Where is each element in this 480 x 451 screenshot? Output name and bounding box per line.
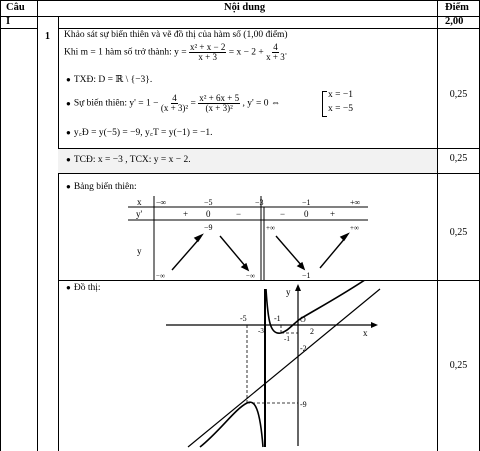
step2-bottom-line: [58, 173, 480, 174]
deriv-frac1-num: 4: [172, 93, 177, 103]
table-border-left: [0, 0, 1, 451]
function-frac-den: x + 3: [198, 52, 217, 62]
function-mid: = x − 2 +: [228, 47, 264, 58]
variation-label: Sự biến thiên: y' = 1 −: [73, 98, 159, 109]
header-score: Điểm: [445, 2, 469, 13]
domain-text: TXĐ: D = ℝ \ {−3}.: [73, 75, 153, 85]
col-divider-2: [58, 16, 59, 451]
graph-curve-left: [200, 402, 263, 447]
header-bottom-line: [0, 16, 480, 17]
graph-xtick-1: -3: [258, 327, 264, 335]
vt-yprime-label: y': [136, 209, 143, 219]
vt-x-label: x: [137, 197, 142, 207]
step3-score: 0,25: [449, 227, 468, 238]
function-fraction-2: [266, 42, 288, 62]
asymptote-text: TCĐ: x = −3 , TCX: y = x − 2.: [73, 155, 191, 165]
deriv-equals: =: [190, 98, 196, 109]
graph-xtick-3: 2: [310, 327, 314, 336]
step2-score: 0,25: [449, 153, 468, 164]
graph-title: ● Đồ thị:: [66, 283, 101, 293]
graph-ytick-1: -2: [300, 344, 307, 353]
vt-y-pos-inf: +∞: [350, 224, 359, 232]
vt-sign-3: −: [280, 209, 286, 219]
part-title: Khảo sát sự biến thiên và vẽ đồ thị của hàm số (1,00 điểm): [64, 30, 288, 40]
graph-y-arrow: [295, 284, 301, 291]
col-divider-1: [37, 0, 38, 451]
solution-2: x = −5: [328, 104, 353, 114]
function-frac-num: x² + x − 2: [189, 42, 226, 52]
variation-table-title: ● Bảng biến thiên:: [66, 182, 137, 192]
function-graph: [160, 281, 390, 451]
vt-x-1: −5: [204, 198, 213, 207]
variation-table-title-text: Bảng biến thiên:: [73, 182, 137, 192]
variation-table: [128, 196, 368, 280]
question-row-line: [0, 28, 37, 29]
vt-y-right-start: +∞: [266, 224, 275, 232]
graph-x-label: x: [363, 328, 368, 338]
vt-y-label: y: [137, 246, 142, 256]
header-content: Nội dung: [224, 2, 266, 13]
vt-x-4: +∞: [350, 198, 361, 207]
vt-x-3: −1: [302, 198, 311, 207]
part-number: 1: [45, 31, 50, 42]
vt-y-left-end: −∞: [246, 272, 255, 280]
zero-condition: , y' = 0 ⇔: [242, 98, 281, 109]
function-fraction: [189, 43, 226, 62]
vt-sign-1: 0: [206, 209, 211, 219]
extrema-text: y꜀Đ = y(−5) = −9, y꜀T = y(−1) = −1.: [73, 128, 213, 138]
function-frac2-den: x + 3: [266, 52, 285, 62]
vt-y-neg-inf: −∞: [156, 272, 165, 280]
vt-x-2: −3: [255, 198, 264, 207]
graph-xtick-2: -1: [274, 314, 281, 323]
question-total-score: 2,00: [445, 16, 464, 27]
function-intro: Khi m = 1 hàm số trở thành: y =: [64, 47, 187, 58]
graph-xtick-0: -5: [240, 314, 247, 323]
graph-x-arrow: [371, 322, 378, 328]
table-border-top: [0, 0, 480, 1]
extrema-line: ● y꜀Đ = y(−5) = −9, y꜀T = y(−1) = −1.: [66, 128, 213, 138]
deriv-frac2-num: x² + 6x + 5: [199, 93, 240, 103]
function-frac2-num: 4: [273, 42, 278, 52]
vt-x-0: −∞: [156, 198, 167, 207]
step4-score: 0,25: [449, 360, 468, 371]
graph-origin-label: O: [300, 315, 306, 324]
question-number: I: [6, 16, 11, 27]
graph-slant-asymptote: [188, 289, 380, 447]
asymptote-line: ● TCĐ: x = −3 , TCX: y = x − 2.: [66, 155, 191, 165]
deriv-frac1-den: (x + 3)²: [160, 103, 189, 113]
graph-y-label: y: [286, 287, 291, 297]
graph-ytick-2: -9: [300, 400, 307, 409]
solution-1: x = −1: [328, 90, 353, 100]
function-dot: .: [284, 47, 288, 58]
step1-score: 0,25: [449, 89, 468, 100]
deriv-frac2-den: (x + 3)²: [205, 103, 233, 113]
solution-bracket: [322, 91, 327, 117]
domain-line: ● TXĐ: D = ℝ \ {−3}.: [66, 75, 153, 85]
function-line: [64, 43, 287, 62]
derivative-fraction-2: [198, 94, 240, 113]
vt-y-max: −9: [204, 223, 213, 232]
title-row-line: [58, 28, 480, 29]
vt-sign-4: 0: [304, 209, 309, 219]
header-question: Câu: [6, 2, 25, 13]
col-divider-3: [437, 0, 438, 451]
graph-ytick-0: -1: [284, 335, 290, 343]
vt-sign-0: +: [183, 209, 189, 219]
vt-sign-5: +: [330, 209, 336, 219]
derivative-fraction-1: [161, 94, 188, 113]
graph-title-text: Đồ thị:: [73, 283, 101, 293]
vt-sign-2: −: [236, 209, 242, 219]
vt-y-min: −1: [302, 271, 311, 280]
derivative-line: ● Sự biến thiên: y' = 1 − $\frac{4}{\text{(x + 3)²}}$ = $\frac{\text{x² + 6x + 5}}{\text{(x + 3)²}}$ , y' = 0 ⇔: [66, 93, 281, 113]
